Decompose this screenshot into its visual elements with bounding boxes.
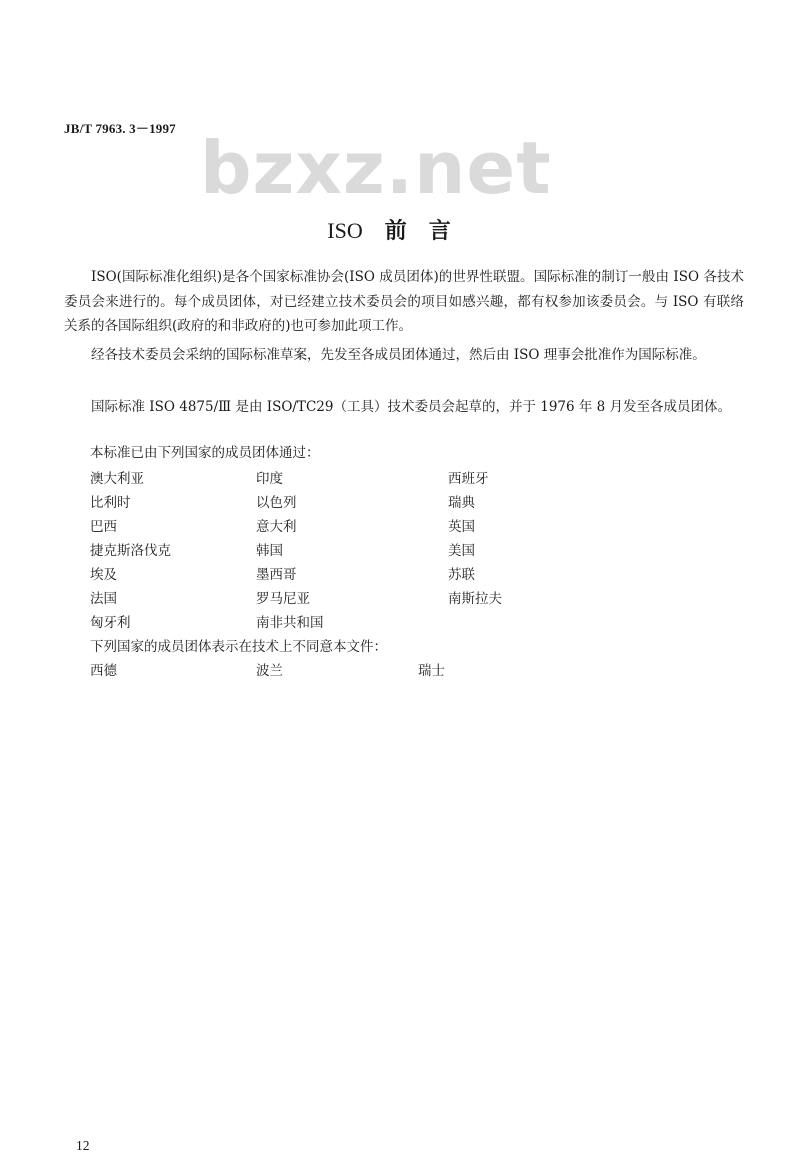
country-cell: 瑞典 [448,495,475,511]
country-cell: 墨西哥 [256,567,297,583]
approval-intro: 本标准已由下列国家的成员团体通过： [90,445,320,461]
country-cell: 意大利 [256,519,297,535]
country-cell: 澳大利亚 [90,471,144,487]
country-cell: 西德 [90,663,117,679]
country-cell: 南非共和国 [256,615,324,631]
standard-code: JB/T 7963. 3－1997 [64,121,176,136]
page-number: 12 [76,1138,90,1153]
country-cell: 埃及 [90,567,117,583]
page-title [0,214,800,245]
country-cell: 西班牙 [448,471,489,487]
paragraph-standard-origin: 国际标准 ISO 4875/Ⅲ 是由 ISO/TC29（工具）技术委员会起草的，并于 1976 年 8 月发至各成员团体。 [91,399,732,415]
paragraph-draft-approval: 经各技术委员会采纳的国际标准草案，先发至各成员团体通过，然后由 ISO 理事会批准作为国际标准。 [91,347,706,363]
country-row [0,515,800,537]
country-cell: 捷克斯洛伐克 [90,543,171,559]
title-word: 前言 [384,218,473,244]
country-row [0,611,800,633]
country-cell: 英国 [448,519,475,535]
country-cell: 以色列 [256,495,297,511]
disapproval-country-row [0,659,800,681]
country-cell: 波兰 [256,663,283,679]
country-cell: 巴西 [90,519,117,535]
country-cell: 苏联 [448,567,475,583]
country-cell: 印度 [256,471,283,487]
country-cell: 比利时 [90,495,131,511]
country-cell: 法国 [90,591,117,607]
country-cell: 韩国 [256,543,283,559]
paragraph-iso-intro: ISO(国际标准化组织)是各个国家标准协会(ISO 成员团体)的世界性联盟。国际标准的制订一般由 ISO 各技术委员会来进行的。每个成员团体，对已经建立技术委员会的项目如感兴趣，都有权参加该委员会。与 ISO 有联络关系的各国际组织(政府的和非政府的)也可参加此项工作。 [64,269,744,334]
country-cell: 罗马尼亚 [256,591,310,607]
country-row [0,491,800,513]
country-row [0,587,800,609]
country-cell: 瑞士 [418,663,445,679]
country-cell: 南斯拉夫 [448,591,502,607]
country-row [0,539,800,561]
country-cell: 美国 [448,543,475,559]
country-row [0,563,800,585]
title-prefix: ISO [327,218,363,243]
country-row [0,467,800,489]
disapproval-intro-row [0,635,800,657]
disapproval-intro: 下列国家的成员团体表示在技术上不同意本文件： [90,639,387,655]
watermark: bzxz.net [200,126,552,210]
country-cell: 匈牙利 [90,615,131,631]
